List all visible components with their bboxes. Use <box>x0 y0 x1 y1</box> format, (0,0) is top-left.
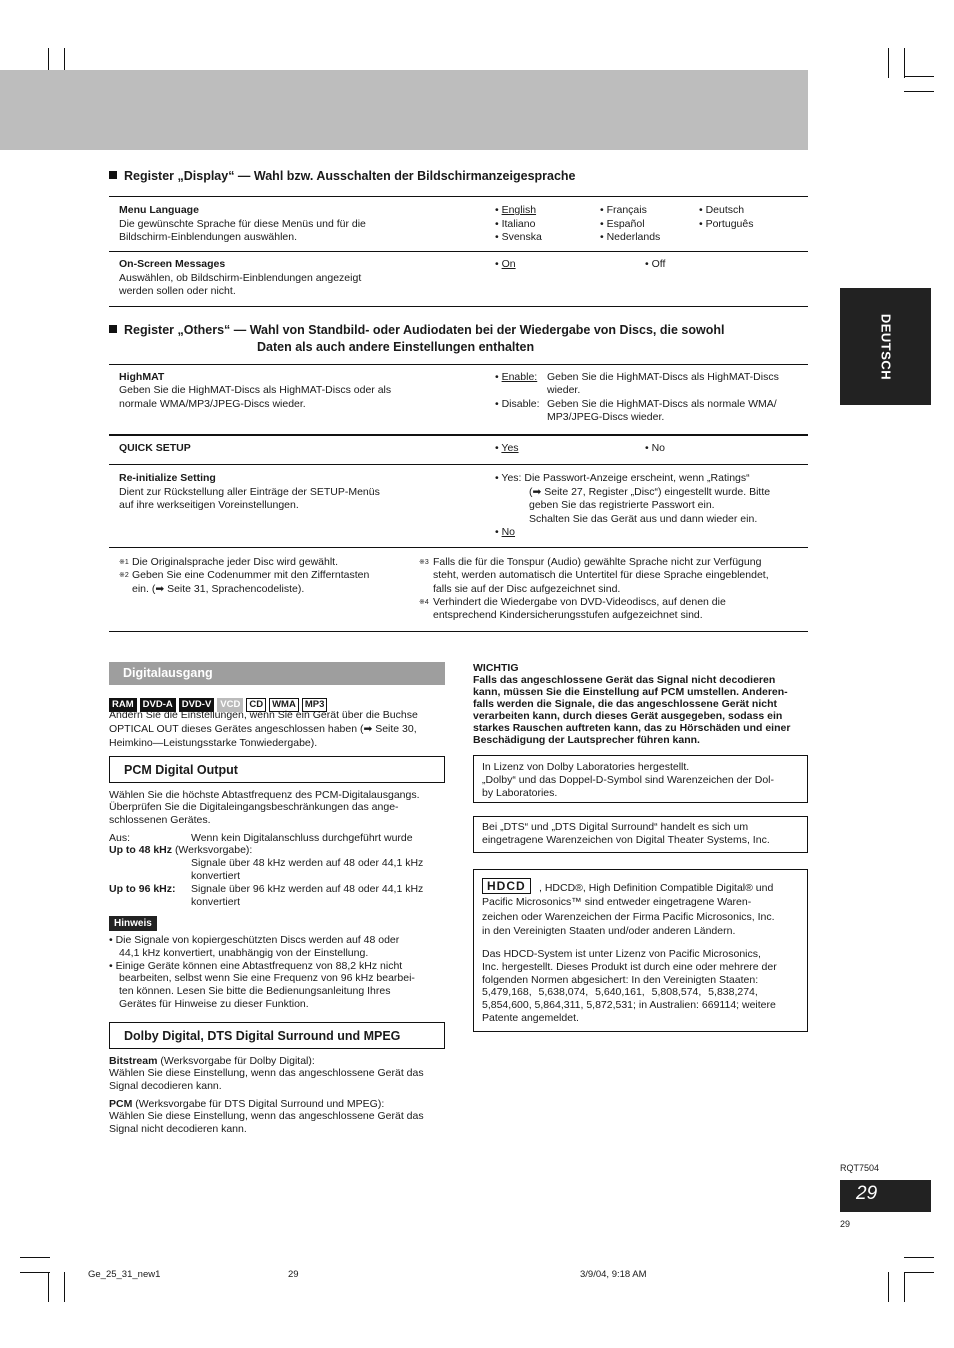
arrow-right-icon: ➡ <box>532 486 542 498</box>
dts-text: Bei „DTS“ und „DTS Digital Surround“ handelt es sich um <box>482 821 749 833</box>
digital-intro: Heimkino—Leistungsstarke Tonwiedergabe). <box>109 737 318 749</box>
reinit-yes-cont: geben Sie das registrierte Passwort ein. <box>529 499 715 511</box>
badge-mp3: MP3 <box>302 698 328 712</box>
digital-intro: Ändern Sie die Einstellungen, wenn Sie ein Gerät über die Buchse <box>109 709 418 721</box>
display-heading: Register „Display“ — Wahl bzw. Ausschalten der Bildschirmanzeigesprache <box>109 168 576 185</box>
dts-text: eingetragene Warenzeichen von Digital Theater Systems, Inc. <box>482 834 770 846</box>
option-on: • On <box>495 258 516 270</box>
osd-desc: werden sollen oder nicht. <box>119 285 236 297</box>
highmat-enable-text: wieder. <box>547 384 581 396</box>
wichtig-text: Falls das angeschlossene Gerät das Signal nicht decodieren <box>473 674 776 686</box>
printer-date: 3/9/04, 9:18 AM <box>580 1269 647 1280</box>
hdcd-text: Patente angemeldet. <box>482 1012 579 1024</box>
osd-title: On-Screen Messages <box>119 258 226 270</box>
footnote-4: entsprechend Kindersicherungsstufen aufgezeichnet sind. <box>433 609 703 621</box>
footnote-4: Verhindert die Wiedergabe von DVD-Videodiscs, auf denen die <box>433 596 726 608</box>
up48-text: Signale über 48 kHz werden auf 48 oder 44,1 kHz <box>191 857 424 869</box>
pcm-output-box: PCM Digital Output <box>109 756 445 783</box>
hinweis-2: • Einige Geräte können eine Abtastfrequenz von 88,2 kHz nicht <box>109 960 403 972</box>
option-deutsch: • Deutsch <box>699 204 745 216</box>
highmat-enable: • Enable: <box>495 371 538 383</box>
table-rule <box>109 364 808 365</box>
reinit-yes-cont: (➡ Seite 27, Register „Disc“) eingestellt wurde. Bitte <box>529 486 771 498</box>
table-rule <box>109 464 808 465</box>
highmat-disable-text: MP3/JPEG-Discs wieder. <box>547 411 665 423</box>
pcm-label: PCM (Werksvorgabe für DTS Digital Surround und MPEG): <box>109 1098 385 1110</box>
option-francais: • Français <box>600 204 647 216</box>
reinit-desc: auf ihre werkseitigen Voreinstellungen. <box>119 499 299 511</box>
arrow-right-icon: ➡ <box>155 583 165 595</box>
highmat-title: HighMAT <box>119 371 165 383</box>
dolby-text: „Dolby“ und das Doppel-D-Symbol sind Warenzeichen der Dol- <box>482 774 774 786</box>
hdcd-text: Das HDCD-System ist unter Lizenz von Pacific Microsonics, <box>482 948 761 960</box>
crop-mark <box>48 1272 49 1302</box>
printer-file: Ge_25_31_new1 <box>88 1269 161 1280</box>
bitstream-label: Bitstream (Werksvorgabe für Dolby Digital): <box>109 1055 315 1067</box>
hinweis-2: bearbeiten, selbst wenn Sie eine Frequenz von 96 kHz bearbei- <box>119 972 415 984</box>
digital-intro: OPTICAL OUT dieses Gerätes angeschlossen haben (➡ Seite 30, <box>109 723 417 735</box>
pcm-desc: Überprüfen Sie die Digitaleingangsbeschränkungen das ange- <box>109 801 399 813</box>
footnote-mark: ※4 <box>419 599 429 606</box>
reinit-yes: • Yes: Die Passwort-Anzeige erscheint, wenn „Ratings“ <box>495 472 750 484</box>
page-number-small: 29 <box>840 1219 851 1229</box>
wichtig-text: kann, müssen Sie die Einstellung auf PCM umstellen. Anderen- <box>473 686 788 698</box>
model-number: RQT7504 <box>840 1163 880 1173</box>
reinit-no: • No <box>495 526 516 538</box>
badge-wma: WMA <box>269 698 299 712</box>
pcm-b-desc: Wählen Sie diese Einstellung, wenn das angeschlossene Gerät das <box>109 1110 424 1122</box>
highmat-enable-text: Geben Sie die HighMAT-Discs als HighMAT-Discs <box>547 371 779 383</box>
footnote-3: falls sie auf der Disc aufgezeichnet sind. <box>433 583 621 595</box>
hdcd-text: in den Vereinigten Staaten und/oder anderen Ländern. <box>482 925 736 937</box>
others-heading-cont: Daten als auch andere Einstellungen enthalten <box>257 340 535 354</box>
option-off: • Off <box>645 258 666 270</box>
reinit-title: Re-initialize Setting <box>119 472 216 484</box>
square-bullet-icon <box>109 325 117 333</box>
crop-mark <box>888 48 889 78</box>
crop-mark <box>904 1272 934 1273</box>
wichtig-text: starkes Rauschen auftreten kann, das zu Hörschäden und einer <box>473 722 791 734</box>
hinweis-1: 44,1 kHz konvertiert, unabhängig von der Einstellung. <box>119 947 369 959</box>
hdcd-text: 5,854,600, 5,864,311, 5,872,531; in Australien: 669114; weitere <box>482 999 776 1011</box>
crop-mark <box>888 1272 889 1302</box>
footnote-mark: ※2 <box>119 572 129 579</box>
wichtig-text: falls werden die Signale, die das angeschlossene Gerät nicht <box>473 698 778 710</box>
menu-language-desc: Die gewünschte Sprache für diese Menüs und für die <box>119 218 366 230</box>
menu-language-desc: Bildschirm-Einblendungen auswählen. <box>119 231 298 243</box>
table-rule <box>109 631 808 632</box>
footnote-mark: ※3 <box>419 559 429 566</box>
hdcd-text: zeichen oder Warenzeichen der Firma Pacific Microsonics, Inc. <box>482 911 775 923</box>
hdcd-text: Inc. hergestellt. Dieses Produkt ist durch eine oder mehrere der <box>482 961 777 973</box>
dolby-text: In Lizenz von Dolby Laboratories hergestellt. <box>482 761 690 773</box>
others-heading: Register „Others“ — Wahl von Standbild- oder Audiodaten bei der Wiedergabe von Discs, die sowohl <box>109 322 724 339</box>
hdcd-text: folgenden Normen abgesichert: In den Vereinigten Staaten: <box>482 974 759 986</box>
table-rule <box>109 547 808 548</box>
badge-ram: RAM <box>109 698 137 712</box>
highmat-desc: Geben Sie die HighMAT-Discs als HighMAT-Discs oder als <box>119 384 392 396</box>
pcm-b-desc: Signal nicht decodieren kann. <box>109 1123 247 1135</box>
table-rule <box>109 306 808 307</box>
quick-setup-title: QUICK SETUP <box>119 442 191 454</box>
up48-label: Up to 48 kHz (Werksvorgabe): <box>109 844 253 856</box>
hinweis-1: • Die Signale von kopiergeschützten Discs werden auf 48 oder <box>109 934 400 946</box>
bitstream-desc: Signal decodieren kann. <box>109 1080 222 1092</box>
hdcd-text: 5,479,168, 5,638,074, 5,640,161, 5,808,574, 5,838,274, <box>482 986 758 998</box>
up96-text: Signale über 96 kHz werden auf 48 oder 44,1 kHz <box>191 883 424 895</box>
pcm-desc: Wählen Sie die höchste Abtastfrequenz des PCM-Digitalausgangs. <box>109 789 420 801</box>
crop-mark <box>904 76 934 77</box>
crop-mark <box>904 1257 934 1258</box>
option-svenska: • Svenska <box>495 231 542 243</box>
page-number-box: 29 <box>840 1180 931 1212</box>
table-rule <box>109 434 808 436</box>
hinweis-badge: Hinweis <box>109 916 157 931</box>
crop-mark <box>904 1272 905 1302</box>
up96-text: konvertiert <box>191 896 241 908</box>
section-bar-digital: Digitalausgang <box>109 662 445 685</box>
reinit-yes-cont: Schalten Sie das Gerät aus und dann wieder ein. <box>529 513 758 525</box>
square-bullet-icon <box>109 171 117 179</box>
arrow-right-icon: ➡ <box>363 723 373 735</box>
reinit-desc: Dient zur Rückstellung aller Einträge der SETUP-Menüs <box>119 486 380 498</box>
pcm-desc: schlossenen Gerätes. <box>109 814 211 826</box>
highmat-disable-text: Geben Sie die HighMAT-Discs als normale WMA/ <box>547 398 777 410</box>
wichtig-title: WICHTIG <box>473 662 519 674</box>
footnote-2: Geben Sie eine Codenummer mit den Zifferntasten <box>132 569 370 581</box>
table-rule <box>109 196 808 197</box>
hdcd-text: , HDCD®, High Definition Compatible Digital® und <box>539 882 774 894</box>
badge-dvd-v: DVD-V <box>179 698 215 712</box>
crop-mark <box>20 1272 50 1273</box>
badge-vcd: VCD <box>217 698 243 712</box>
crop-mark <box>904 91 934 92</box>
dolby-text: by Laboratories. <box>482 787 558 799</box>
highmat-disable: • Disable: <box>495 398 540 410</box>
language-side-tab: DEUTSCH <box>840 288 931 405</box>
badge-cd: CD <box>246 698 266 712</box>
hinweis-2: ten können. Lesen Sie bitte die Bedienungsanleitung Ihres <box>119 985 391 997</box>
quick-setup-yes: • Yes <box>495 442 519 454</box>
highmat-desc: normale WMA/MP3/JPEG-Discs wieder. <box>119 398 306 410</box>
footnote-3: steht, werden automatisch die Untertitel für diese Sprache eingeblendet, <box>433 569 769 581</box>
wichtig-text: Beschädigung der Lautsprecher führen kann. <box>473 734 700 746</box>
quick-setup-no: • No <box>645 442 666 454</box>
footnote-2-cont: ein. (➡ Seite 31, Sprachencodeliste). <box>132 583 305 595</box>
footnote-1: Die Originalsprache jeder Disc wird gewählt. <box>132 556 339 568</box>
footnote-mark: ※1 <box>119 559 129 566</box>
printer-page: 29 <box>288 1269 299 1280</box>
footnote-3: Falls die für die Tonspur (Audio) gewählte Sprache nicht zur Verfügung <box>433 556 762 568</box>
hdcd-text: Pacific Microsonics™ sind entweder eingetragene Waren- <box>482 896 752 908</box>
crop-mark <box>64 1272 65 1302</box>
header-band <box>0 70 808 150</box>
option-english: • English <box>495 204 537 216</box>
table-rule <box>109 251 808 252</box>
hdcd-logo: HDCD <box>482 877 531 895</box>
bitstream-desc: Wählen Sie diese Einstellung, wenn das angeschlossene Gerät das <box>109 1067 424 1079</box>
option-italiano: • Italiano <box>495 218 536 230</box>
option-espanol: • Español <box>600 218 645 230</box>
up96-label: Up to 96 kHz: <box>109 883 176 895</box>
wichtig-text: verarbeiten kann, durch dieses Gerät ausgegeben, sodass ein <box>473 710 783 722</box>
menu-language-title: Menu Language <box>119 204 199 216</box>
crop-mark <box>20 1257 50 1258</box>
up48-text: konvertiert <box>191 870 241 882</box>
dolby-dts-box: Dolby Digital, DTS Digital Surround und MPEG <box>109 1022 445 1049</box>
hinweis-2: Gerätes für Hinweise zu dieser Funktion. <box>119 998 309 1010</box>
option-portugues: • Português <box>699 218 754 230</box>
aus-text: Wenn kein Digitalanschluss durchgeführt wurde <box>191 832 413 844</box>
aus-label: Aus: <box>109 832 131 844</box>
option-nederlands: • Nederlands <box>600 231 661 243</box>
osd-desc: Auswählen, ob Bildschirm-Einblendungen angezeigt <box>119 272 362 284</box>
crop-mark <box>904 48 905 78</box>
badge-dvd-a: DVD-A <box>140 698 176 712</box>
